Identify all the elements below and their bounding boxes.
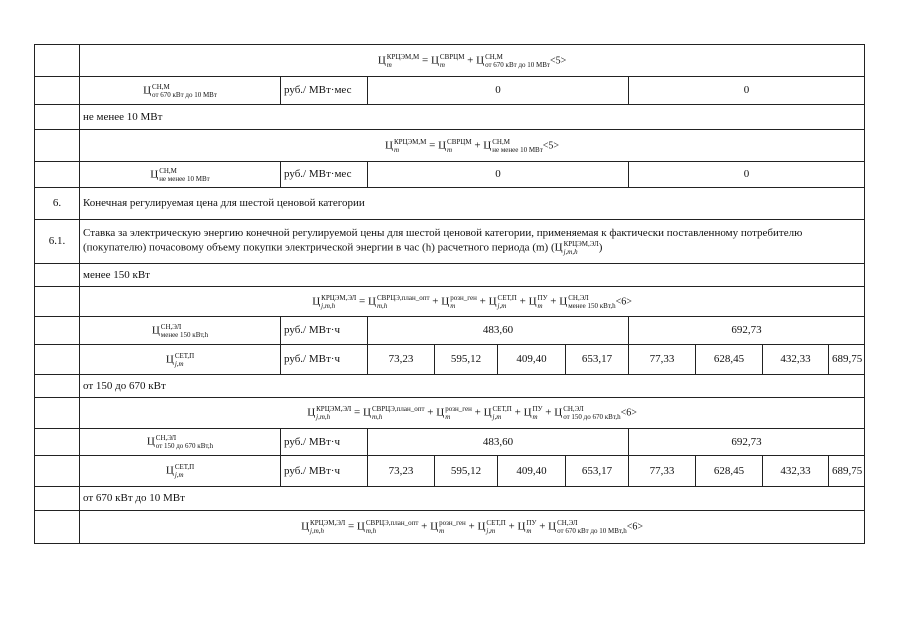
item-text: Ставка за электрическую энергию конечной регулируемой цены для шестой ценовой категории, применяемая к фактически поставленному потребителю (покупателю) почасовому объему покупки электрической энергии в час (h) расчетного периода (m) (Ц КРЦЭМ,ЭЛ j,m,h ) — [80, 220, 865, 264]
item-text: Конечная регулируемая цена для шестой ценовой категории — [80, 188, 865, 220]
item-row — [35, 188, 865, 220]
table-row — [35, 317, 865, 345]
value-cell: 483,60 — [368, 317, 629, 345]
value-cell: 0 — [629, 77, 865, 105]
value-cell: 595,12 — [435, 456, 498, 487]
formula-cell — [80, 287, 865, 317]
value-cell: 432,33 — [763, 456, 829, 487]
row-label: Ц СН,М от 670 кВт до 10 МВт — [80, 77, 281, 105]
unit-cell: руб./ МВт·ч — [281, 456, 368, 487]
table-row — [35, 345, 865, 375]
unit-cell: руб./ МВт·мес — [281, 77, 368, 105]
section-row — [35, 105, 865, 130]
value-cell: 653,17 — [566, 345, 629, 375]
formula: Ц КРЦЭМ,ЭЛ j,m,h = Ц СВРЦЭ,план_опт m,h + Ц розн_ген m + Ц СЕТ,П j,m + Ц ПУ m + Ц СН,ЭЛ менее 150 кВт,h <6> — [312, 293, 632, 310]
formula-row — [35, 398, 865, 429]
unit-cell: руб./ МВт·ч — [281, 345, 368, 375]
value-cell: 0 — [368, 77, 629, 105]
value-cell: 483,60 — [368, 429, 629, 456]
value-cell: 409,40 — [498, 345, 566, 375]
unit-cell: руб./ МВт·мес — [281, 162, 368, 188]
item-row — [35, 220, 865, 264]
table-row — [35, 456, 865, 487]
section-label: менее 150 кВт — [80, 264, 865, 287]
value-cell: 653,17 — [566, 456, 629, 487]
value-cell: 689,75 — [829, 456, 865, 487]
section-label: не менее 10 МВт — [80, 105, 865, 130]
formula-row — [35, 45, 865, 77]
value-cell: 628,45 — [696, 345, 763, 375]
section-row — [35, 487, 865, 511]
table-row — [35, 429, 865, 456]
formula-row — [35, 287, 865, 317]
value-cell: 692,73 — [629, 317, 865, 345]
section-row — [35, 264, 865, 287]
value-cell: 0 — [629, 162, 865, 188]
formula-cell — [80, 511, 865, 544]
value-cell: 432,33 — [763, 345, 829, 375]
num-cell-empty — [35, 45, 80, 77]
value-cell: 595,12 — [435, 345, 498, 375]
table-row — [35, 77, 865, 105]
value-cell: 73,23 — [368, 345, 435, 375]
formula-row — [35, 130, 865, 162]
formula-cell — [80, 130, 865, 162]
section-row — [35, 375, 865, 398]
formula: Ц КРЦЭМ,М m = Ц СВРЦМ m + Ц СН,М от 670 кВт до 10 МВт <5> — [377, 52, 567, 69]
formula-cell — [80, 45, 865, 77]
row-label: Ц СН,ЭЛ менее 150 кВт,h — [80, 317, 281, 345]
value-cell: 0 — [368, 162, 629, 188]
value-cell: 77,33 — [629, 456, 696, 487]
formula: Ц КРЦЭМ,ЭЛ j,m,h = Ц СВРЦЭ,план_опт m,h + Ц розн_ген m + Ц СЕТ,П j,m + Ц ПУ m + Ц СН,ЭЛ от 670 кВт до 10 МВт,h <6> — [301, 519, 643, 535]
value-cell: 689,75 — [829, 345, 865, 375]
unit-cell: руб./ МВт·ч — [281, 317, 368, 345]
row-label: Ц СН,М не менее 10 МВт — [80, 162, 281, 188]
table-row — [35, 162, 865, 188]
value-cell: 628,45 — [696, 456, 763, 487]
formula-row — [35, 511, 865, 544]
value-cell: 73,23 — [368, 456, 435, 487]
item-number: 6.1. — [35, 220, 80, 264]
formula-cell — [80, 398, 865, 429]
value-cell: 77,33 — [629, 345, 696, 375]
row-label: Ц СЕТ,П j,m — [80, 345, 281, 375]
unit-cell: руб./ МВт·ч — [281, 429, 368, 456]
value-cell: 692,73 — [629, 429, 865, 456]
formula: Ц КРЦЭМ,М m = Ц СВРЦМ m + Ц СН,М не менее 10 МВт <5> — [384, 137, 560, 154]
formula: Ц КРЦЭМ,ЭЛ j,m,h = Ц СВРЦЭ,план_опт m,h + Ц розн_ген m + Ц СЕТ,П j,m + Ц ПУ m + Ц СН,ЭЛ от 150 до 670 кВт,h <6> — [307, 405, 637, 421]
value-cell: 409,40 — [498, 456, 566, 487]
row-label: Ц СН,ЭЛ от 150 до 670 кВт,h — [80, 429, 281, 456]
tariff-table — [34, 44, 865, 544]
section-label: от 150 до 670 кВт — [80, 375, 865, 398]
item-number: 6. — [35, 188, 80, 220]
section-label: от 670 кВт до 10 МВт — [80, 487, 865, 511]
row-label: Ц СЕТ,П j,m — [80, 456, 281, 487]
